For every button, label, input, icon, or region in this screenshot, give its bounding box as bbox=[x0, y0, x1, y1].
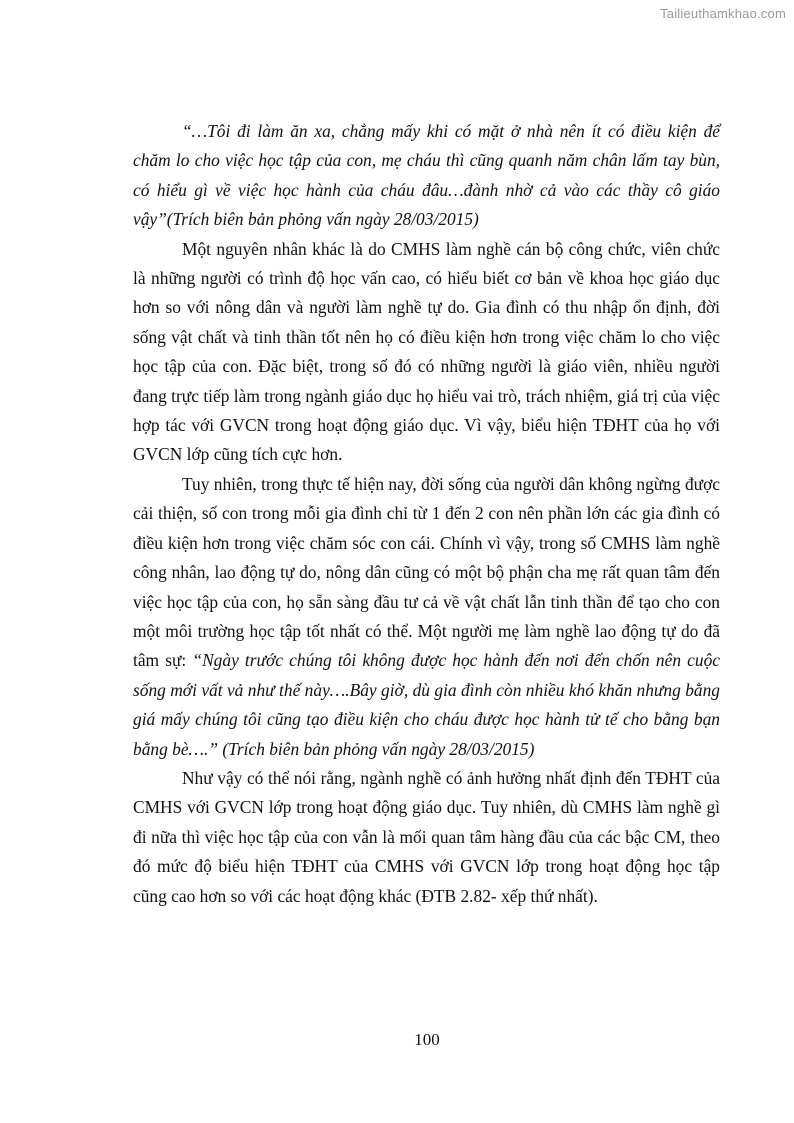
body-paragraph-4 bbox=[133, 764, 720, 911]
body-paragraph-2 bbox=[133, 235, 720, 470]
paragraph-4-text: Như vậy có thể nói rằng, ngành nghề có ảnh hưởng nhất định đến TĐHT của CMHS với GVCN lớp trong hoạt động giáo dục. Tuy nhiên, dù CMHS làm nghề gì đi nữa thì việc học tập của con vẫn là mối quan tâm hàng đầu của các bậc CM, theo đó mức độ biểu hiện TĐHT của CMHS với GVCN lớp trong hoạt động học tập cũng cao hơn so với các hoạt động khác (ĐTB 2.82- xếp thứ nhất). bbox=[133, 767, 720, 906]
watermark: Tailieuthamkhao.com bbox=[660, 6, 786, 21]
interview-quote-2: “Ngày trước chúng tôi không được học hành đến nơi đến chốn nên cuộc sống mới vất vả như thế này….Bây giờ, dù gia đình còn nhiều khó khăn nhưng bằng giá mấy chúng tôi cũng tạo điều kiện cho cháu được học hành tử tế cho bằng bạn bằng bè….” (Trích biên bản phỏng vấn ngày 28/03/2015) bbox=[133, 650, 720, 759]
interview-quote-paragraph bbox=[133, 117, 720, 235]
document-body bbox=[133, 117, 720, 911]
page-number: 100 bbox=[414, 1030, 440, 1049]
paragraph-2-text: Một nguyên nhân khác là do CMHS làm nghề cán bộ công chức, viên chức là những người có trình độ học vấn cao, có hiểu biết cơ bản về khoa học giáo dục hơn so với nông dân và người làm nghề tự do. Gia đình có thu nhập ổn định, đời sống vật chất và tinh thần tốt nên họ có điều kiện hơn trong việc chăm lo cho việc học tập của con. Đặc biệt, trong số đó có những người là giáo viên, nhiều người đang trực tiếp làm trong ngành giáo dục họ hiểu vai trò, trách nhiệm, giá trị của việc hợp tác với GVCN trong hoạt động giáo dục. Vì vậy, biểu hiện TĐHT của họ với GVCN lớp cũng tích cực hơn. bbox=[133, 238, 720, 465]
paragraph-3-text: Tuy nhiên, trong thực tế hiện nay, đời sống của người dân không ngừng được cải thiện, số con trong mỗi gia đình chỉ từ 1 đến 2 con nên phần lớn các gia đình có điều kiện hơn trong việc chăm sóc con cái. Chính vì vậy, trong số CMHS làm nghề công nhân, lao động tự do, nông dân cũng có một bộ phận cha mẹ rất quan tâm đến việc học tập của con, họ sẵn sàng đầu tư cả về vật chất lẫn tinh thần để tạo cho con một môi trường học tập tốt nhất có thể. Một người mẹ làm nghề lao động tự do đã tâm sự: bbox=[133, 473, 720, 671]
interview-quote-1: “…Tôi đi làm ăn xa, chẳng mấy khi có mặt ở nhà nên ít có điều kiện để chăm lo cho việc học tập của con, mẹ cháu thì cũng quanh năm chân lấm tay bùn, có hiểu gì về việc học hành của cháu đâu…đành nhờ cả vào các thầy cô giáo vậy”(Trích biên bản phỏng vấn ngày 28/03/2015) bbox=[133, 121, 720, 230]
body-paragraph-3 bbox=[133, 470, 720, 764]
